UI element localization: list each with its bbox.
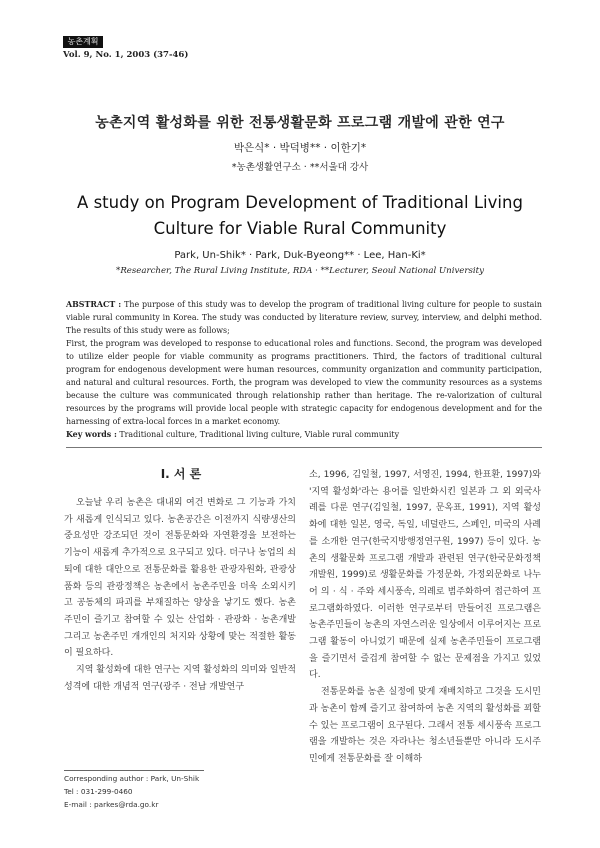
abstract-text-1: The purpose of this study was to develop the program of traditional living culture for people to sustain viable rural community in Korea. The study was conducted by literature review, survey, interview, and delphi method. The results of this study were as follows;	[66, 300, 542, 335]
keywords-text: Traditional culture, Traditional living culture, Viable rural community	[119, 430, 400, 439]
footnote-email: E-mail : parkes@rda.go.kr	[64, 800, 159, 809]
paper-title-korean: 농촌지역 활성화를 위한 전통생활문화 프로그램 개발에 관한 연구	[95, 115, 505, 131]
footnote-divider	[64, 770, 204, 771]
footnote-author: Corresponding author : Park, Un-Shik	[64, 774, 200, 783]
abstract-paragraph-2: First, the program was developed to response to educational roles and functions. Second, the program was developed to utilize elder people for viable community as programs practitioners. Third, the factors of traditional cultural program for endogenous development were human resources, community organization and community participation, and natural and cultural resources. Forth, the program was developed to view the community resources as a systems because the culture was communicated through relationship rather than heritage. The re-valorization of cultural resources by the programs will provide local people with strategic capacity for endogenous development and for the harnessing of extra-local forces in a market economy.	[66, 339, 542, 426]
affiliations-english: *Researcher, The Rural Living Institute, RDA · **Lecturer, Seoul National University	[116, 266, 484, 276]
paragraph: 오늘날 우리 농촌은 대내외 여건 변화로 그 기능과 가치가 새롭게 인식되고 있다. 농촌공간은 이전까지 식량생산의 중요성만 강조되던 것이 전통문화와 자연환경을 보전하는 기능이 새롭게 추가적으로 요구되고 있다. 더구나 농업의 쇠퇴에 대한 대안으로 전통문화를 활용한 관광자원화, 관광상품화 등의 관광정책은 농촌에서 농촌주민을 더욱 소외시키고 공동체의 파괴를 부채질하는 양상을 낳기도 했다. 농촌 주민이 즐기고 참여할 수 있는 산업화 · 관광화 · 농촌개발 그리고 농촌주민 개개인의 처지와 상황에 맞는 적절한 활동이 필요하다.	[64, 498, 296, 659]
paper-title-english: A study on Program Development of Traditional Living Culture for Viable Rural Community	[77, 193, 523, 238]
keywords	[66, 430, 542, 439]
section-heading-introduction: I. 서 론	[160, 467, 202, 481]
paragraph: 소, 1996, 김일철, 1997, 서영진, 1994, 한표환, 1997)와 '지역 활성화'라는 용어를 일반화시킨 일본과 그 외 외국사례를 다룬 연구(김일철, 1997, 문옥표, 1991), 지역 활성화에 대한 일본, 영국, 독일, 네덜란드, 스페인, 미국의 사례를 소개한 연구(한국지방행정연구원, 1997) 등이 있다. 농촌의 생활문화 프로그램 개발과 관련된 연구(한국문화정책개발원, 1999)로 생활문화를 가정문화, 가정외문화로 나누어 의 · 식 · 주와 세시풍속, 의례로 범주화하여 접근하여 프로그램화하였다. 이러한 연구로부터 만들어진 프로그램은 농촌주민들이 농촌의 자연스러운 일상에서 이루어지는 프로그램 활동이 아니었기 때문에 실제 농촌주민들이 프로그램을 즐기면서 즐겁게 참여할 수 없는 문제점을 가지고 있었다.	[309, 470, 541, 681]
left-column	[64, 495, 296, 695]
journal-badge: 농촌계획	[63, 36, 103, 48]
right-column	[309, 467, 541, 768]
paragraph: 전통문화를 농촌 실정에 맞게 재배치하고 그것을 도시민과 농촌이 함께 즐기고 참여하여 농촌 지역의 활성화를 꾀할 수 있는 프로그램이 요구된다. 그래서 전통 세시풍속 프로그램을 개발하는 것은 자라나는 청소년들뿐만 아니라 도시주민에게 전통문화를 잘 이해하	[309, 687, 541, 764]
abstract-label: ABSTRACT :	[66, 300, 122, 309]
abstract-paragraph-1	[66, 298, 542, 337]
divider	[66, 447, 542, 448]
affiliations-korean: *농촌생활연구소 · **서울대 강사	[231, 162, 369, 173]
authors-english: Park, Un-Shik* · Park, Duk-Byeong** · Lee, Han-Ki*	[174, 250, 426, 261]
footnote-tel: Tel : 031-299-0460	[64, 787, 133, 796]
paragraph: 지역 활성화에 대한 연구는 지역 활성화의 의미와 일반적 성격에 대한 개념적 연구(광주 · 전남 개발연구	[64, 665, 296, 692]
keywords-label: Key words :	[66, 430, 117, 439]
abstract	[66, 298, 542, 428]
volume-line: Vol. 9, No. 1, 2003 (37-46)	[63, 50, 189, 60]
authors-korean: 박은식* · 박덕병** · 이한기*	[233, 142, 367, 154]
corresponding-author-footnote	[64, 772, 199, 811]
